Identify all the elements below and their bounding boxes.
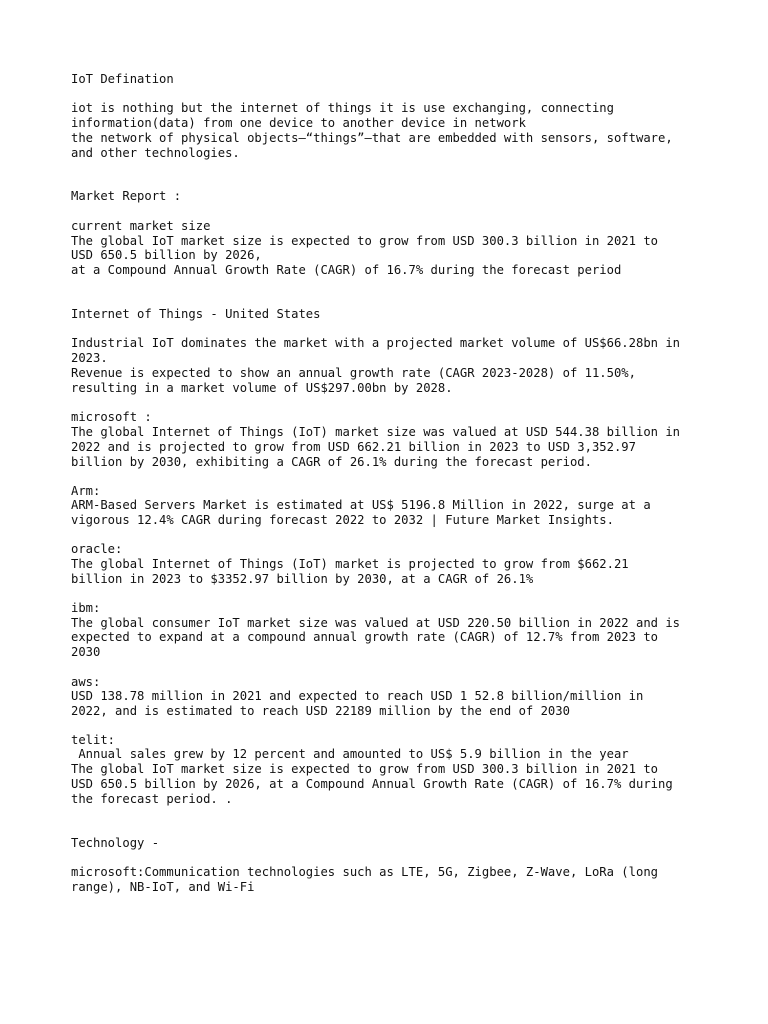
text-line: billion by 2030, exhibiting a CAGR of 26.1% during the forecast period. bbox=[71, 455, 592, 469]
text-line: The global IoT market size is expected to grow from USD 300.3 billion in 2021 to bbox=[71, 234, 658, 248]
text-line: ARM-Based Servers Market is estimated at US$ 5196.8 Million in 2022, surge at a bbox=[71, 498, 651, 512]
text-line: Annual sales grew by 12 percent and amounted to US$ 5.9 billion in the year bbox=[71, 747, 629, 761]
heading-iot-united-states: Internet of Things - United States bbox=[71, 307, 321, 321]
text-line: billion in 2023 to $3352.97 billion by 2030, at a CAGR of 26.1% bbox=[71, 572, 534, 586]
text-line: Revenue is expected to show an annual growth rate (CAGR 2023-2028) of 11.50%, bbox=[71, 366, 636, 380]
text-line: USD 138.78 million in 2021 and expected to reach USD 1 52.8 billion/million in bbox=[71, 689, 644, 703]
label-aws: aws: bbox=[71, 675, 101, 689]
text-line: resulting in a market volume of US$297.00bn by 2028. bbox=[71, 381, 453, 395]
text-line: at a Compound Annual Growth Rate (CAGR) of 16.7% during the forecast period bbox=[71, 263, 622, 277]
label-ibm: ibm: bbox=[71, 601, 101, 615]
text-line: microsoft:Communication technologies such as LTE, 5G, Zigbee, Z-Wave, LoRa (long bbox=[71, 865, 658, 879]
label-oracle: oracle: bbox=[71, 542, 123, 556]
text-line: USD 650.5 billion by 2026, at a Compound Annual Growth Rate (CAGR) of 16.7% during bbox=[71, 777, 673, 791]
text-line: iot is nothing but the internet of things it is use exchanging, connecting bbox=[71, 101, 614, 115]
text-line: 2022 and is projected to grow from USD 662.21 billion in 2023 to USD 3,352.97 bbox=[71, 440, 636, 454]
text-line: Industrial IoT dominates the market with a projected market volume of US$66.28bn in bbox=[71, 336, 681, 350]
text-line: 2023. bbox=[71, 351, 108, 365]
text-line: the network of physical objects—“things”—that are embedded with sensors, software, bbox=[71, 131, 673, 145]
text-line: and other technologies. bbox=[71, 146, 240, 160]
label-arm: Arm: bbox=[71, 484, 101, 498]
label-microsoft: microsoft : bbox=[71, 410, 152, 424]
text-line: The global IoT market size is expected to grow from USD 300.3 billion in 2021 to bbox=[71, 762, 658, 776]
text-line: range), NB-IoT, and Wi-Fi bbox=[71, 880, 255, 894]
heading-iot-definition: IoT Defination bbox=[71, 72, 174, 86]
text-line: USD 650.5 billion by 2026, bbox=[71, 248, 262, 262]
label-telit: telit: bbox=[71, 733, 116, 747]
text-line: 2030 bbox=[71, 645, 101, 659]
text-line: the forecast period. . bbox=[71, 792, 233, 806]
text-line: expected to expand at a compound annual growth rate (CAGR) of 12.7% from 2023 to bbox=[71, 630, 658, 644]
text-line: 2022, and is estimated to reach USD 22189 million by the end of 2030 bbox=[71, 704, 570, 718]
heading-technology: Technology - bbox=[71, 836, 160, 850]
text-line: vigorous 12.4% CAGR during forecast 2022 to 2032 | Future Market Insights. bbox=[71, 513, 614, 527]
text-line: The global Internet of Things (IoT) market is projected to grow from $662.21 bbox=[71, 557, 629, 571]
text-line: The global Internet of Things (IoT) market size was valued at USD 544.38 billion in bbox=[71, 425, 681, 439]
text-line: current market size bbox=[71, 219, 211, 233]
text-line: The global consumer IoT market size was valued at USD 220.50 billion in 2022 and is bbox=[71, 616, 681, 630]
heading-market-report: Market Report : bbox=[71, 189, 182, 203]
text-line: information(data) from one device to another device in network bbox=[71, 116, 526, 130]
